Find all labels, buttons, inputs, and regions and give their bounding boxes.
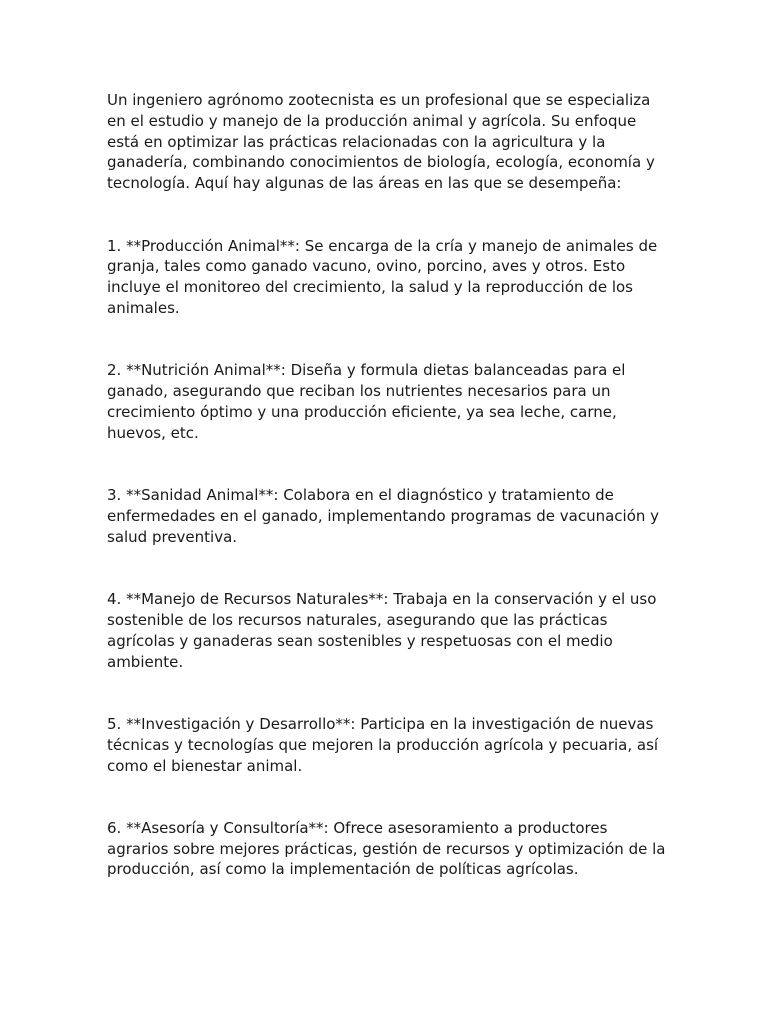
document-page [107, 90, 667, 880]
list-item: 4. **Manejo de Recursos Naturales**: Trabaja en la conservación y el uso sostenible de los recursos naturales, asegurando que las prácticas agrícolas y ganaderas sean sostenibles y respetuosas con el medio ambiente. [107, 590, 657, 671]
list-item: 5. **Investigación y Desarrollo**: Participa en la investigación de nuevas técnicas y tecnologías que mejoren la producción agrícola y pecuaria, así como el bienestar animal. [107, 714, 659, 775]
list-item: 6. **Asesoría y Consultoría**: Ofrece asesoramiento a productores agrarios sobre mejores prácticas, gestión de recursos y optimización de la producción, así como la implementación de políticas agrícolas. [107, 818, 666, 879]
areas-list [107, 236, 667, 881]
list-item: 1. **Producción Animal**: Se encarga de la cría y manejo de animales de granja, tales como ganado vacuno, ovino, porcino, aves y otros. Esto incluye el monitoreo del crecimiento, la salud y la reproducción de los animales. [107, 236, 658, 317]
list-item: 2. **Nutrición Animal**: Diseña y formula dietas balanceadas para el ganado, asegurando que reciban los nutrientes necesarios para un crecimiento óptimo y una producción eficiente, ya sea leche, carne, huevos, etc. [107, 361, 626, 442]
intro-paragraph: Un ingeniero agrónomo zootecnista es un profesional que se especializa en el estudio y manejo de la producción animal y agrícola. Su enfoque está en optimizar las prácticas relacionadas con la agricultura y la ganadería, combinando conocimientos de biología, ecología, economía y tecnología. Aquí hay algunas de las áreas en las que se desempeña: [107, 91, 655, 193]
list-item: 3. **Sanidad Animal**: Colabora en el diagnóstico y tratamiento de enfermedades en el ganado, implementando programas de vacunación y salud preventiva. [107, 486, 660, 546]
